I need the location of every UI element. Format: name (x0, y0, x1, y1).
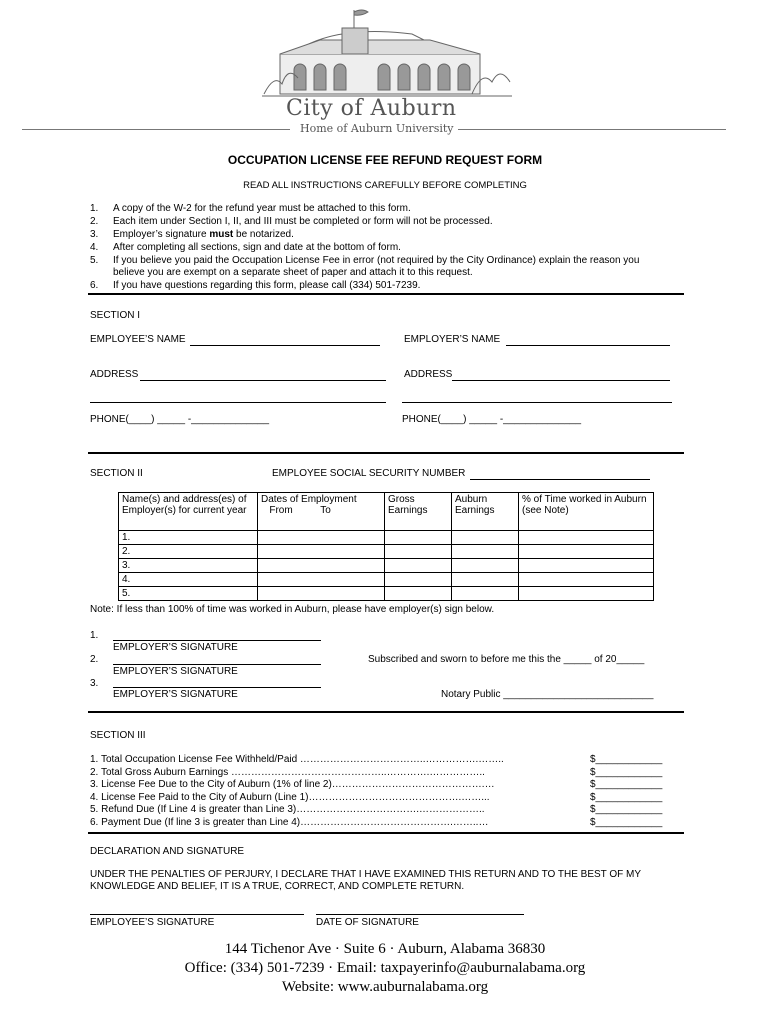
declaration-label: DECLARATION AND SIGNATURE (90, 846, 245, 857)
employer-address-field[interactable] (452, 380, 670, 381)
employer-signature-2-field[interactable] (113, 664, 321, 665)
ssn-label: EMPLOYEE SOCIAL SECURITY NUMBER (272, 468, 466, 479)
employer-table (118, 492, 654, 601)
header-dates: Dates of Employment From To (258, 493, 385, 531)
section3-line-text: 1. Total Occupation License Fee Withheld/Paid ………………………………..…………….…….. (90, 754, 504, 765)
section3-amount-field[interactable]: $____________ (590, 817, 663, 828)
instruction-text: If you believe you paid the Occupation License Fee in error (not required by the City Ordinance) explain the reason you (113, 255, 640, 266)
section3-line-text: 3. License Fee Due to the City of Auburn (1% of line 2)……………………………………….… (90, 779, 495, 790)
form-title: OCCUPATION LICENSE FEE REFUND REQUEST FORM (227, 153, 543, 167)
signature-num: 1. (90, 630, 99, 641)
employer-signature-1-field[interactable] (113, 640, 321, 641)
section-divider (88, 832, 684, 834)
table-row[interactable] (119, 545, 654, 559)
row-number: 2. (119, 545, 258, 559)
employee-signature-label: EMPLOYEE’S SIGNATURE (90, 917, 215, 928)
address-left-label: ADDRESS (90, 369, 139, 380)
percent-note: Note: If less than 100% of time was worked in Auburn, please have employer(s) sign below. (90, 604, 495, 615)
table-row[interactable] (119, 531, 654, 545)
row-number: 1. (119, 531, 258, 545)
table-row[interactable] (119, 587, 654, 601)
employee-phone-field[interactable]: PHONE(____) _____ -______________ (90, 414, 270, 425)
section-divider (88, 452, 684, 454)
header-percent: % of Time worked in Auburn (see Note) (519, 493, 654, 531)
employee-address-field[interactable] (140, 380, 386, 381)
table-header-row (119, 493, 654, 531)
signature-num: 3. (90, 678, 99, 689)
sworn-statement: Subscribed and sworn to before me this the _____ of 20_____ (368, 654, 645, 665)
form-subtitle: READ ALL INSTRUCTIONS CAREFULLY BEFORE COMPLETING (243, 180, 527, 191)
table-row[interactable] (119, 559, 654, 573)
section3-amount-field[interactable]: $____________ (590, 804, 663, 815)
instruction-num: 2. (90, 216, 99, 227)
instruction-text: Employer’s signature must be notarized. (113, 229, 294, 240)
instruction-num: 5. (90, 255, 99, 266)
employee-address-line2-field[interactable] (90, 402, 386, 403)
employee-name-field[interactable] (190, 345, 380, 346)
section2-label: SECTION II (90, 468, 143, 479)
section3-line-text: 6. Payment Due (If line 3 is greater than Line 4)……………………………………….……..… (90, 817, 489, 828)
employer-signature-label: EMPLOYER’S SIGNATURE (113, 666, 238, 677)
section3-amount-field[interactable]: $____________ (590, 754, 663, 765)
header-employer-name: Name(s) and address(es) of Employer(s) for current year (119, 493, 258, 531)
section3-amount-field[interactable]: $____________ (590, 792, 663, 803)
employer-name-label: EMPLOYER’S NAME (404, 334, 501, 345)
address-right-label: ADDRESS (404, 369, 453, 380)
section3-amount-field[interactable]: $____________ (590, 767, 663, 778)
section3-label: SECTION III (90, 730, 146, 741)
footer-address: 144 Tichenor Ave · Suite 6 · Auburn, Alabama 36830 (224, 941, 546, 957)
row-number: 4. (119, 573, 258, 587)
instruction-num: 3. (90, 229, 99, 240)
instruction-num: 4. (90, 242, 99, 253)
employee-name-label: EMPLOYEE’S NAME (90, 334, 186, 345)
section1-label: SECTION I (90, 310, 141, 321)
employee-signature-field[interactable] (90, 914, 304, 915)
footer-contact: Office: (334) 501-7239 · Email: taxpayerinfo@auburnalabama.org (184, 960, 586, 976)
header-auburn: Auburn Earnings (452, 493, 519, 531)
city-hall-logo-illustration (262, 4, 512, 102)
ssn-field[interactable] (470, 479, 650, 480)
employer-signature-3-field[interactable] (113, 687, 321, 688)
header-gross: Gross Earnings (385, 493, 452, 531)
date-of-signature-label: DATE OF SIGNATURE (316, 917, 419, 928)
section-divider (88, 293, 684, 295)
notary-public: Notary Public ___________________________ (441, 689, 654, 700)
row-number: 5. (119, 587, 258, 601)
logo-tagline: Home of Auburn University (300, 122, 454, 135)
instruction-text: After completing all sections, sign and date at the bottom of form. (113, 242, 401, 253)
employer-address-line2-field[interactable] (402, 402, 672, 403)
table-row[interactable] (119, 573, 654, 587)
instruction-text: Each item under Section I, II, and III must be completed or form will not be processed. (113, 216, 493, 227)
instruction-text-continued: believe you are exempt on a separate sheet of paper and attach it to this request. (113, 267, 473, 278)
section3-line-text: 4. License Fee Paid to the City of Auburn (Line 1)……………………………………….……... (90, 792, 490, 803)
row-number: 3. (119, 559, 258, 573)
instruction-num: 6. (90, 280, 99, 291)
signature-num: 2. (90, 654, 99, 665)
declaration-text: KNOWLEDGE AND BELIEF, IT IS A TRUE, CORRECT, AND COMPLETE RETURN. (90, 881, 465, 892)
employer-phone-field[interactable]: PHONE(____) _____ -______________ (402, 414, 582, 425)
instruction-num: 1. (90, 203, 99, 214)
header-rule-right (458, 129, 726, 130)
employer-name-field[interactable] (506, 345, 670, 346)
employer-signature-label: EMPLOYER’S SIGNATURE (113, 689, 238, 700)
date-of-signature-field[interactable] (316, 914, 524, 915)
logo-city-name: City of Auburn (286, 96, 457, 121)
section3-amount-field[interactable]: $____________ (590, 779, 663, 790)
header-rule-left (22, 129, 290, 130)
section3-line-text: 2. Total Gross Auburn Earnings ………………………………………..………….…………….. (90, 767, 485, 778)
section3-line-text: 5. Refund Due (If Line 4 is greater than Line 3)……………………………….……………….. (90, 804, 485, 815)
instruction-text: A copy of the W-2 for the refund year must be attached to this form. (113, 203, 411, 214)
footer-website[interactable]: Website: www.auburnalabama.org (281, 979, 489, 995)
section-divider (88, 711, 684, 713)
instruction-text: If you have questions regarding this form, please call (334) 501-7239. (113, 280, 421, 291)
declaration-text: UNDER THE PENALTIES OF PERJURY, I DECLARE THAT I HAVE EXAMINED THIS RETURN AND TO THE BEST OF MY (90, 869, 642, 880)
employer-signature-label: EMPLOYER’S SIGNATURE (113, 642, 238, 653)
